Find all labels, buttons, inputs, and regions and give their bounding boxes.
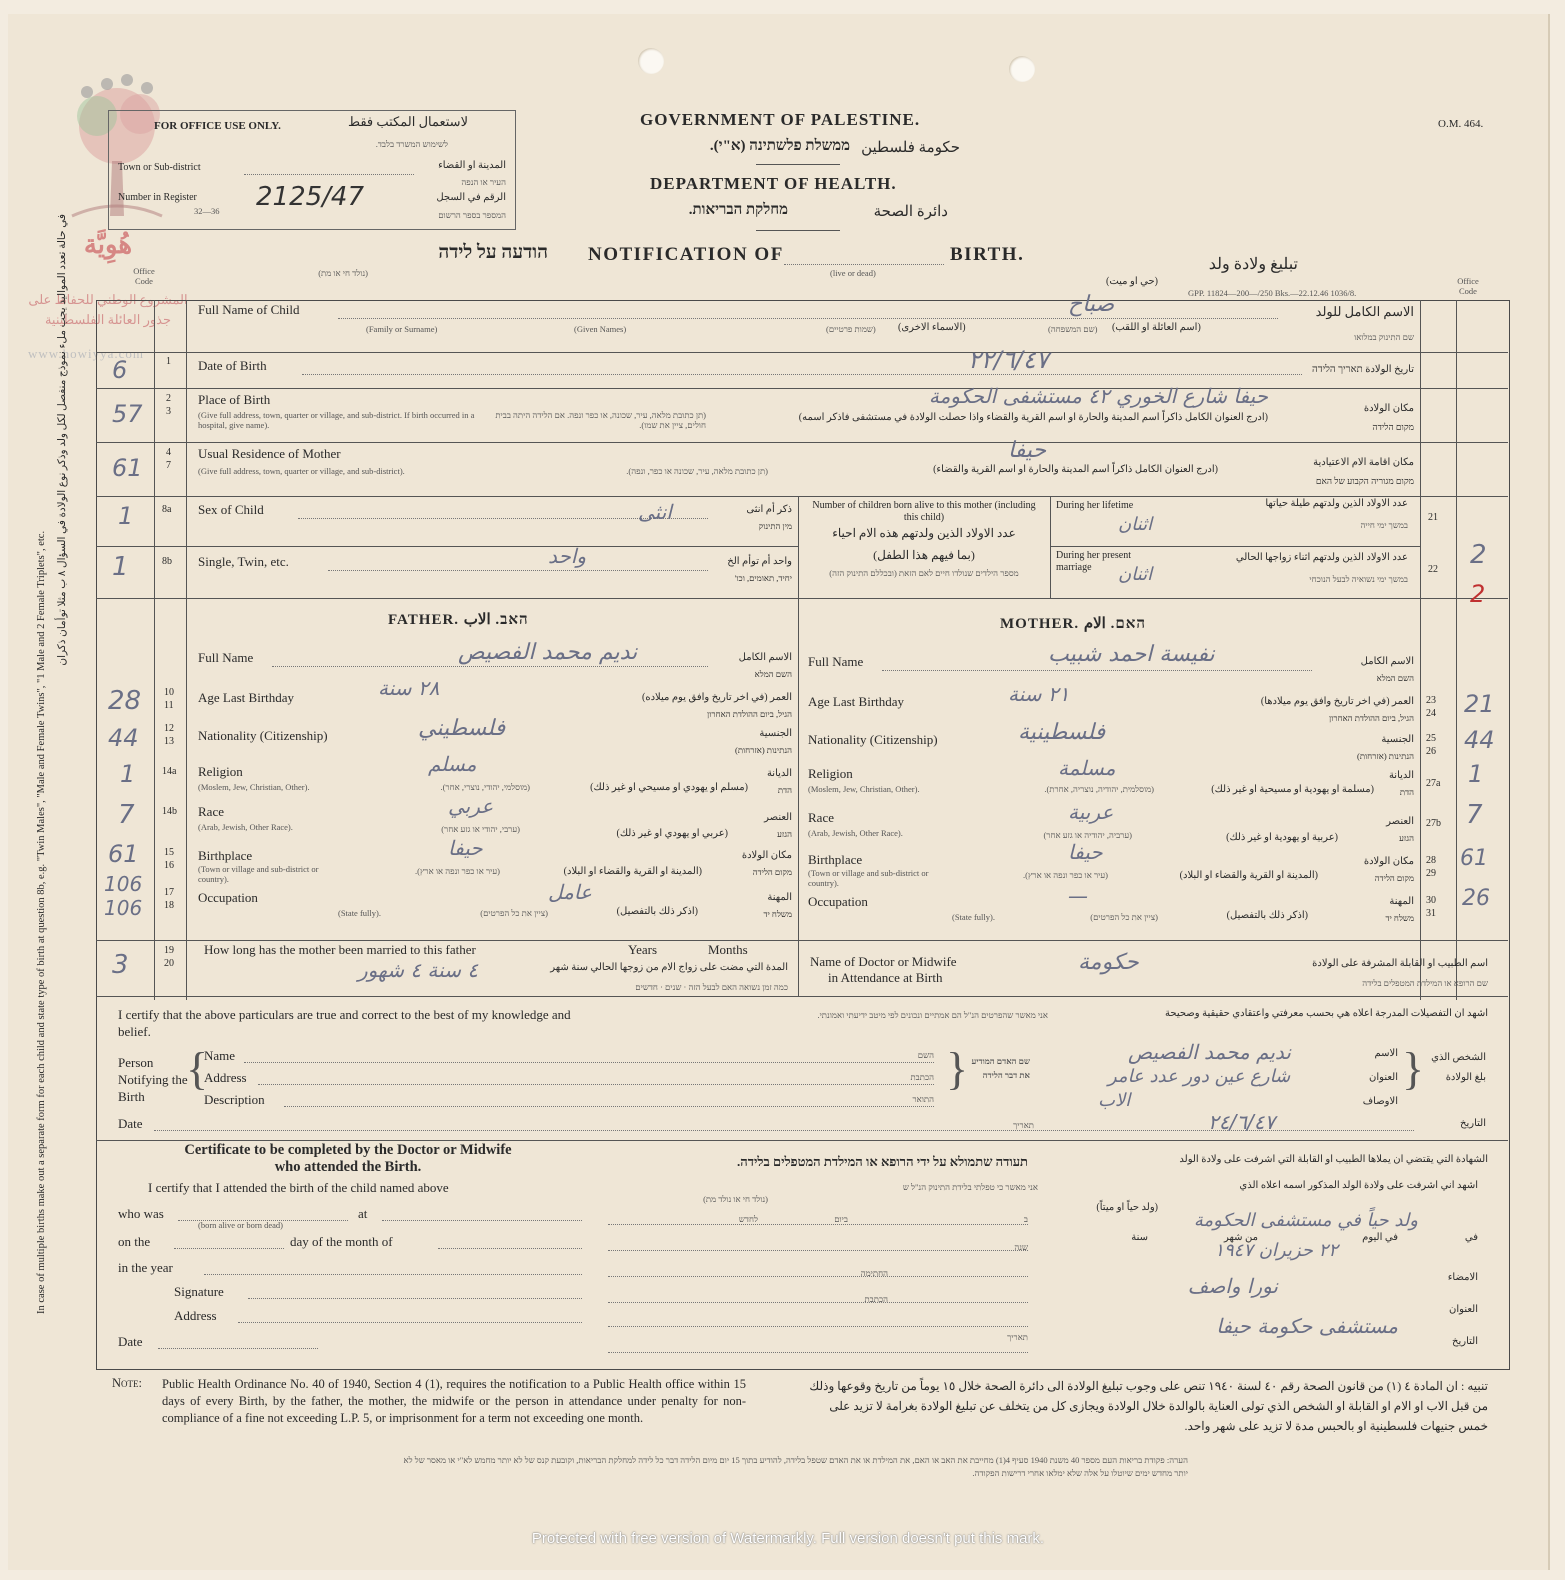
marriage-children-question-number: 22 (1428, 564, 1438, 575)
child-full-name-label-en: Full Name of Child (198, 302, 300, 317)
watermarkly-notice: Protected with free version of Watermarkly. Full version doesn't put this mark. (531, 1530, 1045, 1547)
father-age-label-en: Age Last Birthday (198, 690, 295, 705)
father-occupation-label-en: Occupation (198, 890, 258, 905)
doctor-address-label: Address (174, 1308, 217, 1323)
register-label-en: Number in Register (118, 192, 197, 203)
notification-ar-sub: (حي او ميت) (1106, 276, 1158, 287)
doctor-year-label-ar: سنة (1131, 1232, 1148, 1243)
father-race-sub-en: (Arab, Jewish, Other Race). (198, 822, 293, 832)
residence-sub-he: (תן כתובת מלאה, עיר, שכונה או כפר, ונפה). (626, 466, 768, 476)
mother-age-office-code: 21 (1464, 690, 1495, 718)
father-race-sub-ar: (عربي او يهودي او غير ذلك) (616, 828, 728, 839)
at-label: at (358, 1206, 368, 1221)
watermark-url: www.howiyya.com (28, 346, 144, 361)
notifier-name-value: نديم محمد الفصيص (1128, 1040, 1291, 1064)
notifier-description-label-ar: الاوصاف (1362, 1096, 1398, 1107)
doctor-year-label-he: שנה (1014, 1242, 1028, 1252)
government-title-he: ממשלת פלשתינה (א"י). (709, 138, 850, 154)
sex-label-en: Sex of Child (198, 502, 264, 517)
single-label-en: Single, Twin, etc. (198, 554, 289, 569)
lifetime-label-en: During her lifetime (1056, 500, 1134, 511)
marriage-children-label-en: During her present marriage (1056, 550, 1131, 573)
doctor-address-label-he: הכתבת (864, 1294, 888, 1304)
mother-religion-sub-ar: (مسلمة او يهودية او مسيحية او غير ذلك) (1211, 784, 1374, 795)
notifier-name-label-he: השם (917, 1050, 934, 1060)
mother-religion-sub-en: (Moslem, Jew, Christian, Other). (808, 784, 920, 794)
doctor-attendance-label-he: שם הרופא או המילדת המטפלים בלידה (1362, 978, 1488, 988)
dob-question-number: 1 (166, 356, 171, 367)
notifier-date-label-en: Date (118, 1116, 143, 1131)
father-birthplace-question-numbers: 15 16 (164, 847, 174, 871)
child-full-name-value: صباح (1068, 292, 1115, 317)
father-nationality-label-en: Nationality (Citizenship) (198, 728, 328, 743)
mother-age-value: ٢١ سنة (1008, 682, 1070, 706)
mother-race-office-code: 7 (1466, 800, 1483, 830)
single-label-ar-he: واحد أم توأم الخ יחיד, תאומים, וכו' (727, 556, 792, 583)
father-birthplace-sub-he: (עיר או כפר ונפה או ארץ). (415, 866, 500, 876)
notifier-date-label-ar: التاريخ (1460, 1118, 1486, 1129)
department-title-ar: دائرة الصحة (873, 204, 948, 220)
father-occupation-sub-ar: (اذكر ذلك بالتفصيل) (616, 906, 698, 917)
father-nationality-value: فلسطيني (418, 716, 506, 741)
father-religion-label-ar-he: الديانة הדת (766, 768, 792, 795)
watermark-line-2: جذور العائلة الفلسطينية (44, 312, 172, 327)
notifier-description-label-he: התואר (912, 1094, 934, 1104)
mother-race-label-ar-he: العنصر הגזע (1386, 816, 1414, 843)
residence-value: حيفا (1008, 438, 1047, 463)
father-full-name-value: نديم محمد الفصيص (458, 640, 638, 665)
mother-full-name-label-ar-he: الاسم الكامل השם המלא (1360, 656, 1414, 683)
mother-religion-label-en: Religion (808, 766, 853, 781)
father-religion-label-en: Religion (198, 764, 243, 779)
children-born-alive-label-en: Number of children born alive to this mother (including this child) (812, 500, 1036, 523)
marriage-duration-label-ar: المدة التي مضت على زواج الام من زوجها الحالي سنة شهر (550, 962, 788, 973)
marriage-children-label-ar: عدد الاولاد الذين ولدتهم اثناء زواجها الحالي (1235, 552, 1408, 563)
notifier-date-value: ٢٤/٦/٤٧ (1208, 1110, 1276, 1134)
father-birthplace-office-code: 61 (108, 840, 139, 868)
doctor-certificate-he-sub: (נולד חי או נולד מת) (703, 1194, 768, 1204)
mother-birthplace-value: حيفا (1068, 840, 1103, 864)
town-label-ar: المدينة او القضاء (438, 160, 506, 171)
who-was-label: who was (118, 1206, 164, 1221)
dob-office-code: 6 (112, 356, 128, 384)
residence-sub-ar: (ادرج العنوان الكامل ذاكراً اسم المدينة والحارة او اسم القرية والقضاء) (933, 464, 1218, 475)
father-race-label-ar-he: العنصر הגזע (764, 812, 792, 839)
notification-birth-en: BIRTH. (950, 244, 1025, 265)
doctor-attendance-label-en: Name of Doctor or Midwife in Attendance at Birth (810, 954, 957, 985)
register-code: 32—36 (194, 206, 220, 216)
father-age-value: ٢٨ سنة (378, 676, 440, 700)
father-nationality-office-code: 44 (108, 724, 139, 752)
father-occupation-sub-he: (ציין את כל הפרטים) (480, 908, 548, 918)
notifier-address-value: شارع عين دور عدد عامر (1108, 1066, 1291, 1087)
father-religion-question-number: 14a (162, 766, 177, 777)
doctor-certificate-text-ar: اشهد اني اشرفت على ولادة الولد المذكور اسمه اعلاه الذي (1239, 1180, 1478, 1191)
notifier-description-value: الاب (1098, 1090, 1131, 1111)
punch-hole (1009, 56, 1035, 82)
note-text-he: הערה: פקודת בריאות העם מספר 40 משנת 1940 סעיף 4(1) מחייבת את האב או האם, את המילדת או את האדם שטפל בלידה, להודיע בתוך 15 יום מיום הלידה דבר כל לידה למחלקת הבריאות, וקובעת קנס של לא יותר מחמש לא"י או מאסר של לא יותר מחדש ימים שיוטלו על אלה שלא ימלאו אחרי דרישות הפקודה. (403, 1455, 1188, 1478)
document-sheet: هُوِيَّة المشروع الوطني للحفاظ على جذور العائلة الفلسطينية www.howiyya.com In case of multiple births make out a separate form for each child and state type of birth at question 8b, e.g. "Twin Males", "Male and Female Twins", "1 Male and 2 Female Triplets", etc. في حالة تعدد المواليد يجب ملء نموذج منفصل لكل ولد وذكر نوع الولادة في السؤال ٨ ب مثلا توأمان ذكران FOR OFFICE USE ONLY. لاستعمال المكتب فقط לשימוש המשרד בלבד. Town or Sub-district المدينة او القضاء העיר או הנפה Number in Register 32—36 2125/47 الرقم في السجل המספר בספר הרשום GOVERNMENT OF PALESTINE. حكومة فلسطين ממשלת פלשתינה (א"י). DEPARTMENT OF HEALTH. دائرة الصحة מחלקת הבריאות. O.M. 464. NOTIFICATION OF (live or dead) BIRTH. הודעה על לידה (נולד חי או מת) تبليغ ولادة ولد (حي او ميت) GPP. 11824—200—/250 Bks.—22.12.46 1036/8. Office Code Office Code Full Name of Child (Family or Surname) (Given Names) (שמות פרטיים) (الاسماء الاخرى) (שם המשפחה) (اسم العائلة او اللقب) الاسم الكامل للولد שם התינוק במלואו صباح 6 1 Date of Birth ٢٢/٦/٤٧ تاريخ الولادة תאריך הלידה 57 2 3 Place of Birth (Give full address, town, quarter or village, and sub-district. If birth occurred in a hospital, give name). (תן כתובת מלאה, עיר, שכונה, או כפר ונפה. אם הלידה היתה בבית חולים, ציין את שמו). (ادرج العنوان الكامل ذاكراً اسم المدينة والحارة او اسم القرية والقضاء واذا حصلت الولادة في مستشفى فاذكر اسمه) مكان الولادة מקום הלידה حيفا شارع الخوري ٤٢ مستشفى الحكومة 61 4 7 Usual Residence of Mother (Give full address, town, quarter or village, and sub-district). (תן כתובת מלאה, עיר, שכונה או כפר, ונפה). (ادرج العنوان الكامل ذاكراً اسم المدينة والحارة او اسم القرية والقضاء) مكان اقامة الام الاعتيادية מקום מגוריה הקבוע של האם حيفا 1 8a Sex of Child انثى ذكر أم انثى מין התינוק 1 8b Single, Twin, etc. واحد واحد أم توأم الخ יחיד, תאומים, וכו' Number of children born alive to this mother (including this child) عدد الاولاد الذين ولدتهم هذه الام احياء (بما فيهم هذا الطفل) מספר הילדים שנולדו חיים לאם הזאת (ובכללם התינוק הזה) During her lifetime عدد الاولاد الذين ولدتهم طيلة حياتها במשך ימי חייה اثنان 21 2 During her present marriage عدد الاولاد الذين ولدتهم اثناء زواجها الحالي במשך ימי נשואיה לבעל הנוכחי اثنان 22 2 FATHER. האב. الاب MOTHER. האם. الام Full Name نديم محمد الفصيص الاسم الكامل השם המלא 28 10 11 Age Last Birthday ٢٨ سنة العمر (في اخر تاريخ وافق يوم ميلاده) הגיל, ביום ההולדת האחרון 44 12 13 Nationality (Citizenship) فلسطيني الجنسية הנתינות (אזרחות) 1 14a Religion مسلم (Moslem, Jew, Christian, Other). (מוסלמי, יהודי, נוצרי, אחר). (مسلم او يهودي او مسيحي او غير ذلك) الديانة הדת 7 14b Race عربي (Arab, Jewish, Other Race). (ערבי, יהודי או גזע אחר) (عربي او يهودي او غير ذلك) العنصر הגזע 61 15 16 Birthplace حيفا (Town or village and sub-district or country). (עיר או כפר ונפה או ארץ). (المدينة او القرية والقضاء او البلاد) مكان الولادة מקום הלידה 106 106 17 18 Occupation عامل (State fully). (ציין את כל הפרטים) (اذكر ذلك بالتفصيل) المهنة משלח יד Full Name نفيسة احمد شبيب الاسم الكامل השם המלא Age Last Birthday ٢١ سنة العمر (في اخر تاريخ وافق يوم ميلادها) הגיל, ביום ההולדת האחרון 23 24 21 Nationality (Citizenship) فلسطينية الجنسية הנתינות (אזרחות) 25 26 44 Religion مسلمة (Moslem, Jew, Christian, Other). (מוסלמית, יהודיה, נוצריה, אחרת). (مسلمة او يهودية او مسيحية او غير ذلك) الديانة הדת 27a 1 Race عربية (Arab, Jewish, Other Race). (ערביה, יהודיה או גזע אחר) (عربية او يهودية او غير ذلك) العنصر הגזע 27b 7 Birthplace حيفا (Town or village and sub-district or country). (עיר או כפר ונפה או ארץ). (المدينة او القرية والقضاء او البلاد) مكان الولادة מקום הלידה 28 29 61 Occupation — (State fully). (ציין את כל הפרטים) (اذكر ذلك بالتفصيل) المهنة משלח יד 30 31 26 3 19 20 How long has the mother been married to this father Years Months المدة التي مضت على زواج الام من زوجها الحالي سنة شهر כמה זמן נשואה האם לבעל הזה · שנים · חדשים ٤ سنة ٤ شهور Name of Doctor or Midwife in Attendance at Birth اسم الطبيب او القابلة المشرفة على الولادة שם הרופא או המילדת המטפלים בלידה حكومة I certify that the above particulars are true and correct to the best of my knowledge and belief. אני מאשר שהפרטים הנ"ל הם אמתיים ונכונים לפי מיטב ידיעתי ואמונתי. اشهد ان التفصيلات المدرجة اعلاه هي بحسب معرفتي واعتقادي حقيقية وصحيحة Person Notifying the Birth { Name Address Description Date השם הכתבת התואר תאריך } שם האדם המודיע את דבר הלידה نديم محمد الفصيص شارع عين دور عدد عامر الاب ٢٤/٦/٤٧ الاسم العنوان الاوصاف } الشخص الذي بلغ الولادة التاريخ Certificate to be completed by the Doctor or Midwife who attended the Birth. I certify that I attended the birth of the child named above who was (born alive or born dead) at on the day of the month of in the year Signature Address Date תעודה שתמולא על ידי הרופא או המילדת המטפלים בלידה. אני מאשר כי טפלתי בלידת התינוק הנ"ל ש (נולד חי או נולד מת) ב ביום לחדש שנה החתימה הכתבת תאריך الشهادة التي يقتضي ان يملاها الطبيب او القابلة التي اشرفت على ولادة الولد اشهد اني اشرفت على ولادة الولد المذكور اسمه اعلاه الذي (ولد حياً او ميتاً) في في اليوم من شهر سنة الامضاء العنوان التاريخ ولد حياً في مستشفى الحكومة ٢٢ حزيران ١٩٤٧ نورا واصف مستشفى حكومة حيفا Note: Public Health Ordinance No. 40 of 1940, Section 4 (1), requires the notification to a Public Health office within 15 days of every Birth, by the father, the mother, the midwife or the person in attendance under penalty for non-compliance of a fine not exceeding L.P. 5, or imprisonment for a term not exceeding one month. تنبيه : ان المادة ٤ (١) من قانون الصحة رقم ٤٠ لسنة ١٩٤٠ تنص على وجوب تبليغ الولادة الى دائرة الصحة خلال ١٥ يوماً من تاريخ وقوعها وذلك من قبل الاب او الام او القابلة او الشخص الذي تولى العناية بالوالدة خلال الولادة ويجازى كل من يتخلف عن تبليغ الولادة بغرامة لا تزيد على خمس جنيهات فلسطينية او بالحبس مدة لا تزيد على شهر واحد. הערה: פקודת בריאות העם מספר 40 משנת 1940 סעיף 4(1) מחייבת את האב או האם, את המילדת או את האדם שטפל בלידה, להודיע בתוך 15 יום מיום הלידה דבר כל לידה למחלקת הבריאות, וקובעת קנס של לא יותר מחמש לא"י או מאסר של לא יותר מחדש ימים שיוטלו על אלה שלא ימלאו אחרי דרישות הפקודה. Protected with free version of Watermarkly. Full version doesn't put this mark. (8, 14, 1550, 1570)
certify-text-ar: اشهد ان التفصيلات المدرجة اعلاه هي بحسب معرفتي واعتقادي حقيقية وصحيحة (1165, 1008, 1488, 1019)
father-age-question-numbers: 10 11 (164, 687, 174, 711)
marriage-children-value: اثنان (1118, 564, 1153, 585)
pob-question-numbers: 2 3 (166, 393, 171, 417)
father-nationality-question-numbers: 12 13 (164, 723, 174, 747)
person-notifying-label-en: Person Notifying the Birth (118, 1055, 188, 1104)
office-use-title-en: FOR OFFICE USE ONLY. (154, 120, 281, 132)
pob-sub-en: (Give full address, town, quarter or village, and sub-district. If birth occurred in a hospital, give name). (198, 410, 475, 430)
person-notifying-label-he: שם האדם המודיע את דבר הלידה (971, 1056, 1030, 1080)
doctor-date-label-he: תאריך (1007, 1332, 1028, 1342)
mother-occupation-sub-he: (ציין את כל הפרטים) (1090, 912, 1158, 922)
lifetime-label-he: במשך ימי חייה (1360, 520, 1408, 530)
father-title: FATHER. האב. الاب (388, 612, 529, 628)
mother-nationality-label-ar-he: الجنسية הנתינות (אזרחות) (1356, 734, 1414, 761)
mother-birthplace-sub-ar: (المدينة او القرية والقضاء او البلاد) (1179, 870, 1318, 881)
marriage-duration-label-en: How long has the mother been married to this father (204, 942, 476, 957)
residence-label-ar-he: مكان اقامة الام الاعتيادية מקום מגוריה הקבוע של האם (1313, 457, 1414, 486)
department-title-en: DEPARTMENT OF HEALTH. (650, 174, 897, 193)
register-number-value: 2125/47 (256, 182, 365, 212)
marriage-children-label-he: במשך ימי נשואיה לבעל הנוכחי (1309, 574, 1408, 584)
office-code-right-label: Office Code (1457, 276, 1479, 296)
dob-value: ٢٢/٦/٤٧ (968, 346, 1049, 374)
child-full-name-label-ar: الاسم الكامل للولد (1315, 304, 1414, 319)
marriage-duration-question-numbers: 19 20 (164, 945, 174, 969)
notifier-date-label-he: תאריך (1013, 1120, 1034, 1130)
notifier-name-label-en: Name (204, 1048, 236, 1063)
marriage-years-label: Years (628, 942, 658, 957)
children-born-alive-label-ar: عدد الاولاد الذين ولدتهم هذه الام احياء (832, 526, 1016, 540)
print-code: GPP. 11824—200—/250 Bks.—22.12.46 1036/8. (1188, 288, 1357, 298)
doctor-cert-value-address: مستشفى حكومة حيفا (1216, 1314, 1398, 1338)
father-religion-sub-ar: (مسلم او يهودي او مسيحي او غير ذلك) (590, 782, 748, 793)
doctor-date-label-ar: التاريخ (1452, 1336, 1478, 1347)
doctor-certificate-text-en: I certify that I attended the birth of the child named above (148, 1180, 449, 1195)
mother-race-sub-ar: (عربية او يهودية او غير ذلك) (1226, 832, 1338, 843)
dob-label-en: Date of Birth (198, 358, 267, 373)
town-label-he: העיר או הנפה (461, 177, 506, 187)
pob-value: حيفا شارع الخوري ٤٢ مستشفى الحكومة (928, 384, 1268, 408)
mother-occupation-office-code: 26 (1462, 886, 1490, 911)
family-he-sub: (שם המשפחה) (1048, 324, 1098, 334)
marriage-duration-office-code: 3 (112, 950, 129, 980)
residence-office-code: 61 (112, 454, 143, 482)
born-alive-sub: (born alive or born dead) (198, 1220, 283, 1230)
children-born-alive-label-he: מספר הילדים שנולדו חיים לאם הזאת (ובכללם התינוק הזה) (829, 568, 1019, 578)
father-race-office-code: 7 (118, 800, 135, 830)
note-text-en: Public Health Ordinance No. 40 of 1940, Section 4 (1), requires the notification to a Public Health office within 15 days of every Birth, by the father, the mother, the midwife or the person in attendance under penalty for non-compliance of a fine not exceeding L.P. 5, or imprisonment for a term not exceeding one month. (162, 1377, 746, 1425)
punch-hole (638, 48, 664, 74)
mother-nationality-label-en: Nationality (Citizenship) (808, 732, 938, 747)
mother-full-name-value: نفيسة احمد شبيب (1048, 642, 1215, 667)
mother-religion-question-number: 27a (1426, 778, 1441, 789)
residence-label-en: Usual Residence of Mother (198, 446, 341, 461)
father-occupation-sub-en: (State fully). (338, 908, 381, 918)
marriage-children-office-code: 2 (1470, 580, 1486, 608)
father-nationality-label-ar-he: الجنسية הנתינות (אזרחות) (734, 728, 792, 755)
doctor-day-label-ar: في اليوم (1362, 1232, 1398, 1243)
father-race-sub-he: (ערבי, יהודי או גזע אחר) (441, 824, 520, 834)
family-surname-sub: (Family or Surname) (366, 324, 438, 334)
mother-nationality-office-code: 44 (1464, 726, 1495, 754)
mother-race-sub-he: (ערביה, יהודיה או גזע אחר) (1043, 830, 1132, 840)
notification-title-he: הודעה על לידה (438, 242, 548, 263)
marriage-months-label: Months (708, 942, 748, 957)
mother-race-label-en: Race (808, 810, 834, 825)
father-religion-sub-he: (מוסלמי, יהודי, נוצרי, אחר). (440, 782, 530, 792)
note-text-ar: تنبيه : ان المادة ٤ (١) من قانون الصحة رقم ٤٠ لسنة ١٩٤٠ تنص على وجوب تبليغ الولادة الى دائرة الصحة خلال ١٥ يوماً من تاريخ وقوعها وذلك من قبل الاب او الام او القابلة او الشخص الذي تولى العناية بالوالدة خلال الولادة ويجازى كل من يتخلف عن تبليغ الولادة بغرامة لا تزيد على خمس جنيهات فلسطينية او بالحبس مدة لا تزيد على شهر واحد. (809, 1379, 1488, 1433)
single-question-number: 8b (162, 556, 172, 567)
notification-title-en: NOTIFICATION OF (588, 244, 784, 265)
mother-race-sub-en: (Arab, Jewish, Other Race). (808, 828, 903, 838)
form-code: O.M. 464. (1438, 118, 1484, 130)
father-full-name-label-en: Full Name (198, 650, 254, 665)
father-religion-value: مسلم (428, 752, 477, 776)
department-title-he: מחלקת הבריאות. (688, 202, 788, 218)
sex-question-number: 8a (162, 504, 172, 515)
signature-label: Signature (174, 1284, 224, 1299)
mother-occupation-sub-ar: (اذكر ذلك بالتفصيل) (1226, 910, 1308, 921)
pob-label-ar-he: مكان الولادة מקום הלידה (1363, 403, 1414, 432)
doctor-certificate-text-he: אני מאשר כי טפלתי בלידת התינוק הנ"ל ש (902, 1182, 1038, 1192)
lifetime-label-ar: عدد الاولاد الذين ولدتهم طيلة حياتها (1265, 498, 1408, 509)
residence-sub-en: (Give full address, town, quarter or village, and sub-district). (198, 466, 405, 476)
family-ar-sub: (اسم العائلة او اللقب) (1112, 322, 1201, 333)
residence-question-numbers: 4 7 (166, 447, 171, 471)
father-occupation-question-numbers: 17 18 (164, 887, 174, 911)
in-the-year-label: in the year (118, 1260, 173, 1275)
mother-occupation-value: — (1068, 884, 1088, 908)
side-note-english: In case of multiple births make out a separate form for each child and state type of birth at question 8b, e.g. "Twin Males", "Male and Female Twins", "1 Male and 2 Female Triplets", etc. (36, 530, 47, 1314)
mother-birthplace-sub-en: (Town or village and sub-district or country). (808, 868, 929, 888)
dob-label-ar-he: تاريخ الولادة תאריך הלידה (1312, 364, 1414, 375)
office-use-title-he: לשימוש המשרד בלבד. (375, 139, 448, 149)
sex-office-code: 1 (118, 502, 134, 530)
father-birthplace-sub-en: (Town or village and sub-district or country). (198, 864, 319, 884)
certify-text-en: I certify that the above particulars are true and correct to the best of my knowledge and belief. (118, 1007, 571, 1039)
side-note-arabic: في حالة تعدد المواليد يجب ملء نموذج منفصل لكل ولد وذكر نوع الولادة في السؤال ٨ ب مثلا توأمان ذكران (57, 214, 68, 666)
single-office-code: 1 (112, 552, 129, 582)
father-occupation-office-code: 106 (104, 872, 143, 896)
mother-occupation-label-en: Occupation (808, 894, 868, 909)
doctor-certificate-title-he: תעודה שתמולא על ידי הרופא או המילדת המטפלים בלידה. (736, 1154, 1028, 1169)
mother-full-name-label-en: Full Name (808, 654, 864, 669)
mother-birthplace-label-ar-he: مكان الولادة מקום הלידה (1363, 856, 1414, 883)
mother-religion-office-code: 1 (1468, 760, 1484, 788)
doctor-attendance-label-ar: اسم الطبيب او القابلة المشرفة على الولادة (1312, 958, 1488, 969)
doctor-cert-value-signature: نورا واصف (1187, 1274, 1278, 1298)
office-use-title-ar: لاستعمال المكتب فقط (347, 114, 468, 129)
mother-age-question-numbers: 23 24 (1426, 695, 1436, 719)
doctor-month-label-ar: من شهر (1224, 1232, 1258, 1243)
doctor-cert-value-birth: ولد حياً في مستشفى الحكومة (1193, 1210, 1418, 1231)
doctor-certificate-title-en: Certificate to be completed by the Doctor or Midwife who attended the Birth. (184, 1142, 512, 1175)
pob-office-code: 57 (112, 400, 143, 428)
marriage-duration-label-he: כמה זמן נשואה האם לבעל הזה · שנים · חדשים (635, 982, 788, 992)
lifetime-question-number: 21 (1428, 512, 1438, 523)
mother-birthplace-office-code: 61 (1460, 846, 1488, 871)
doctor-signature-label-he: החתימה (860, 1268, 888, 1278)
town-label-en: Town or Sub-district (118, 162, 201, 173)
lifetime-value: اثنان (1118, 514, 1153, 535)
doctor-address-label-ar: العنوان (1449, 1304, 1478, 1315)
father-age-office-code: 28 (108, 686, 142, 716)
notifier-description-label-en: Description (204, 1092, 265, 1107)
marriage-duration-value: ٤ سنة ٤ شهور (358, 958, 479, 982)
watermark-logo-text: هُوِيَّة (83, 230, 133, 259)
mother-age-label-en: Age Last Birthday (808, 694, 905, 709)
note-label: Note: (112, 1376, 142, 1390)
father-race-question-number: 14b (162, 806, 177, 817)
father-birthplace-sub-ar: (المدينة او القرية والقضاء او البلاد) (563, 866, 702, 877)
father-occupation-office-code-2: 106 (104, 896, 143, 920)
notification-title-ar: تبليغ ولادة ولد (1208, 256, 1298, 273)
government-title-ar: حكومة فلسطين (861, 140, 960, 156)
mother-religion-sub-he: (מוסלמית, יהודיה, נוצריה, אחרת). (1044, 784, 1154, 794)
mother-occupation-question-numbers: 30 31 (1426, 895, 1436, 919)
mother-nationality-value: فلسطينية (1018, 720, 1106, 745)
doctor-month-label-he: לחדש (738, 1214, 758, 1224)
mother-title: MOTHER. האם. الام (1000, 616, 1146, 632)
lifetime-office-code: 2 (1470, 540, 1487, 570)
office-code-left-label: Office Code (133, 266, 155, 286)
doctor-certificate-ar-sub: (ولد حياً او ميتاً) (1096, 1202, 1158, 1213)
mother-race-question-number: 27b (1426, 818, 1441, 829)
sex-value: انثى (638, 500, 672, 524)
notifier-address-label-en: Address (204, 1070, 247, 1085)
mother-age-label-ar-he: العمر (في اخر تاريخ وافق يوم ميلادها) הגיל, ביום ההולדת האחרון (1260, 696, 1414, 723)
mother-occupation-label-ar-he: المهنة משלח יד (1385, 896, 1414, 923)
doctor-in-label-ar: في (1464, 1232, 1478, 1243)
notifier-name-label-ar: الاسم (1374, 1048, 1398, 1059)
doctor-attendance-value: حكومة (1078, 950, 1139, 975)
father-race-value: عربي (448, 794, 494, 818)
mother-birthplace-question-numbers: 28 29 (1426, 855, 1436, 879)
notifier-address-label-he: הכתבת (910, 1072, 934, 1082)
father-occupation-value: عامل (548, 880, 592, 904)
child-full-name-label-he: שם התינוק במלואו (1354, 332, 1414, 342)
day-of-month-label: day of the month of (290, 1234, 393, 1249)
father-religion-office-code: 1 (120, 760, 136, 788)
doctor-certificate-title-ar: الشهادة التي يقتضي ان يملاها الطبيب او القابلة التي اشرفت على ولادة الولد (1179, 1154, 1488, 1165)
watermark-line-1: المشروع الوطني للحفاظ على (28, 292, 188, 307)
person-notifying-label-ar: الشخص الذي بلغ الولادة (1431, 1052, 1486, 1083)
mother-occupation-sub-en: (State fully). (952, 912, 995, 922)
register-label-he: המספר בספר הרשום (438, 210, 506, 220)
doctor-signature-label-ar: الامضاء (1447, 1272, 1478, 1283)
father-birthplace-label-en: Birthplace (198, 848, 253, 863)
live-or-dead-label: (live or dead) (830, 268, 876, 278)
father-occupation-label-ar-he: المهنة משלח יד (763, 892, 792, 919)
mother-birthplace-label-en: Birthplace (808, 852, 863, 867)
on-the-label: on the (118, 1234, 151, 1249)
doctor-date-label: Date (118, 1334, 143, 1349)
government-title-en: GOVERNMENT OF PALESTINE. (640, 110, 921, 129)
doctor-cert-value-date: ٢٢ حزيران ١٩٤٧ (1214, 1240, 1338, 1261)
mother-religion-value: مسلمة (1058, 756, 1116, 780)
doctor-at-label-he: ב (1023, 1214, 1028, 1224)
doctor-day-label-he: ביום (834, 1214, 848, 1224)
given-names-sub: (Given Names) (574, 324, 627, 334)
father-full-name-label-ar-he: الاسم الكامل השם המלא (738, 652, 792, 679)
register-label-ar: الرقم في السجل (436, 192, 506, 203)
mother-birthplace-sub-he: (עיר או כפר ונפה או ארץ). (1023, 870, 1108, 880)
father-birthplace-label-ar-he: مكان الولادة מקום הלידה (741, 850, 792, 877)
father-birthplace-value: حيفا (448, 836, 483, 860)
mother-race-value: عربية (1068, 800, 1114, 824)
sex-label-ar-he: ذكر أم انثى מין התינוק (746, 504, 792, 531)
other-names-ar-sub: (الاسماء الاخرى) (898, 322, 966, 333)
single-value: واحد (548, 544, 587, 568)
certify-text-he: אני מאשר שהפרטים הנ"ל הם אמתיים ונכונים לפי מיטב ידיעתי ואמונתי. (817, 1010, 1048, 1020)
father-religion-sub-en: (Moslem, Jew, Christian, Other). (198, 782, 310, 792)
children-born-alive-ar-sub: (بما فيهم هذا الطفل) (873, 548, 975, 562)
father-age-label-ar-he: العمر (في اخر تاريخ وافق يوم ميلاده) הגיל, ביום ההולדת האחרון (642, 692, 792, 719)
notifier-address-label-ar: العنوان (1369, 1072, 1398, 1083)
pob-label-en: Place of Birth (198, 392, 271, 407)
given-names-he-sub: (שמות פרטיים) (826, 324, 876, 334)
pob-sub-ar: (ادرج العنوان الكامل ذاكراً اسم المدينة والحارة او اسم القرية والقضاء واذا حصلت الولادة في مستشفى فاذكر اسمه) (798, 412, 1268, 423)
notification-he-sub: (נולד חי או מת) (318, 268, 368, 278)
father-race-label-en: Race (198, 804, 224, 819)
mother-religion-label-ar-he: الديانة הדת (1388, 770, 1414, 797)
mother-nationality-question-numbers: 25 26 (1426, 733, 1436, 757)
pob-sub-he: (תן כתובת מלאה, עיר, שכונה, או כפר ונפה. אם הלידה היתה בבית חולים, ציין את שמו). (495, 410, 706, 430)
